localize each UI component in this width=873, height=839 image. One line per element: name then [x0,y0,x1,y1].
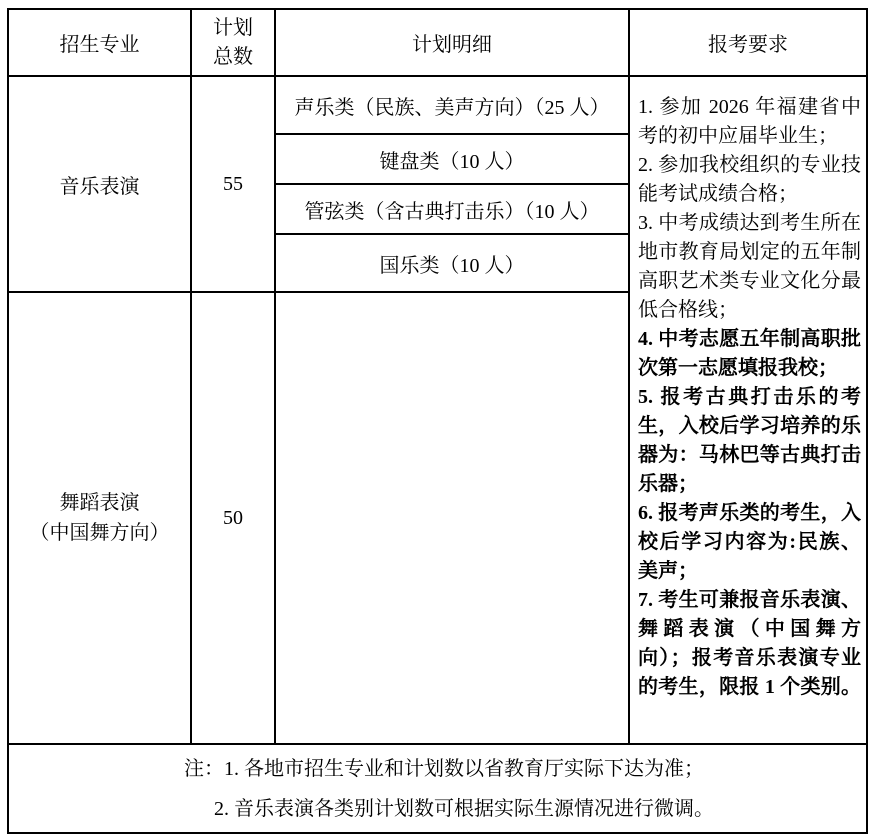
requirement-item-3: 3. 中考成绩达到考生所在地市教育局划定的五年制高职艺术类专业文化分最低合格线； [638,211,861,321]
detail-dance-empty [275,292,629,744]
requirement-item-6: 6. 报考声乐类的考生，入校后学习内容为:民族、美声； [638,501,861,582]
note-row [8,744,867,833]
requirement-item-2: 2. 参加我校组织的专业技能考试成绩合格； [638,153,861,205]
table-row [8,76,867,134]
total-dance-performance: 50 [191,292,275,744]
major-dance-performance [8,292,191,744]
total-music-performance: 55 [191,76,275,292]
requirement-item-1: 1. 参加 2026 年福建省中考的初中应届毕业生； [638,95,861,147]
detail-orchestral: 管弦类（含古典打击乐）（10 人） [275,184,629,234]
header-plan-total-line2: 总数 [213,45,253,68]
requirement-item-4: 4. 中考志愿五年制高职批次第一志愿填报我校； [638,327,861,379]
note-line-2: 2. 音乐表演各类别计划数可根据实际生源情况进行微调。 [214,797,714,820]
table-header-row [8,9,867,76]
detail-keyboard: 键盘类（10 人） [275,134,629,184]
note-cell [8,744,867,833]
requirements-cell [629,76,867,744]
header-plan-detail: 计划明细 [275,9,629,76]
header-major: 招生专业 [8,9,191,76]
header-plan-total [191,9,275,76]
detail-vocal: 声乐类（民族、美声方向）（25 人） [275,76,629,134]
requirement-item-7: 7. 考生可兼报音乐表演、舞蹈表演（中国舞方向）；报考音乐表演专业的考生，限报 1 个类别。 [638,588,861,698]
requirement-item-5: 5. 报考古典打击乐的考生，入校后学习培养的乐器为：马林巴等古典打击乐器； [638,385,861,495]
detail-chinese-music: 国乐类（10 人） [275,234,629,292]
major-music-performance: 音乐表演 [8,76,191,292]
note-line-1: 注：1. 各地市招生专业和计划数以省教育厅实际下达为准； [184,757,704,780]
major-dance-line2: （中国舞方向） [29,522,170,544]
header-requirements: 报考要求 [629,9,867,76]
admission-plan-table [7,8,868,834]
header-plan-total-line1: 计划 [213,16,253,39]
major-dance-line1: 舞蹈表演 [59,492,140,514]
